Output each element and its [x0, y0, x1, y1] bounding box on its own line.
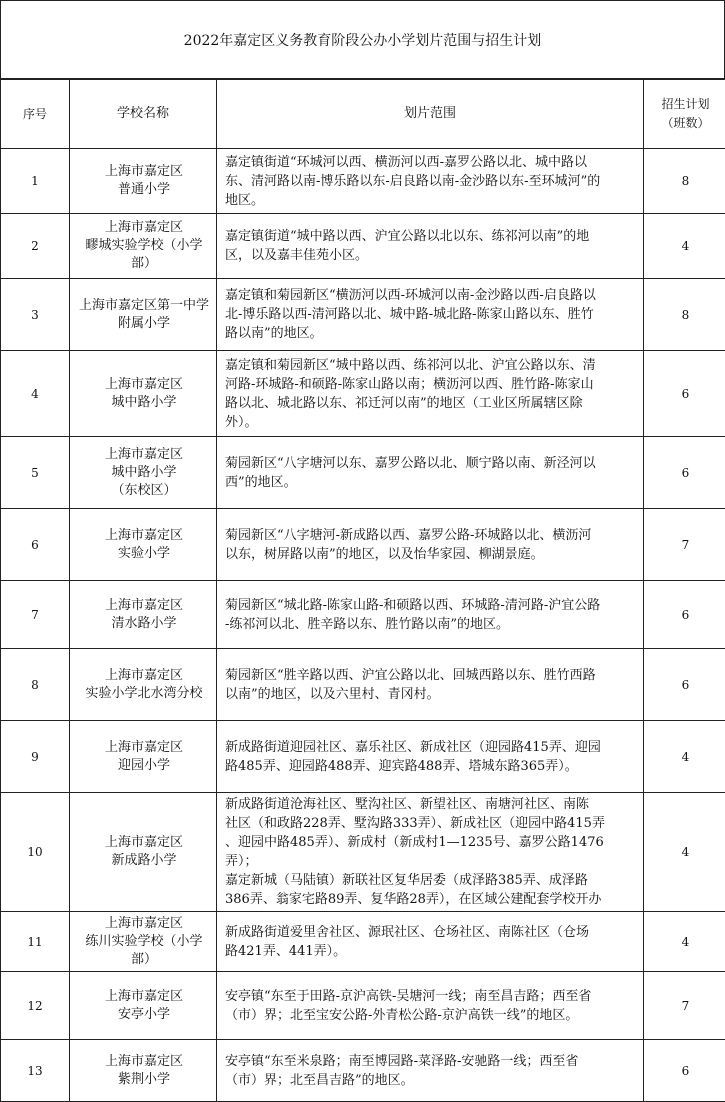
school-name-line: 上海市嘉定区 — [104, 667, 183, 683]
header-number: 序号 — [1, 79, 70, 149]
row-number: 10 — [1, 793, 70, 912]
school-name-cell — [70, 721, 217, 793]
school-name-line: 城中路小学 — [111, 464, 177, 480]
district-range-line: 、迎园中路485弄）、新成村（新成村1—1235号、嘉罗公路1476 — [225, 835, 604, 850]
district-range-line: 社区（和政路228弄、墅沟路333弄）、新成社区（迎园中路415弄 — [225, 816, 605, 831]
district-range-cell — [217, 649, 644, 721]
school-name-line: 部） — [130, 951, 157, 967]
header-enrollment-plan — [644, 79, 725, 149]
district-range-line: 以东，树屏路以南”的地区，以及怡华家园、柳湖景庭。 — [225, 546, 544, 562]
district-range-line: 北-博乐路以西-清河路以北、城中路-城北路-陈家山路以东、胜竹 — [225, 307, 594, 322]
district-range-line: 安亭镇“东至米泉路；南至博园路-菜泽路-安驰路一线；西至省 — [225, 1053, 579, 1069]
district-range-line: 地区。 — [225, 192, 265, 208]
row-number: 8 — [1, 649, 70, 721]
school-name-line: （东校区） — [111, 482, 177, 498]
row-number: 3 — [1, 279, 70, 351]
district-range-line: 嘉定镇和菊园新区“横沥河以西-环城河以南-金沙路以西-启良路以 — [225, 288, 596, 303]
enrollment-plan-cell: 6 — [644, 649, 725, 721]
table-row — [1, 351, 725, 437]
table-row — [1, 972, 725, 1040]
enrollment-plan-cell: 4 — [644, 793, 725, 912]
allocation-table — [0, 78, 725, 1102]
school-name-line: 安亭小学 — [117, 1006, 170, 1022]
school-name-line: 上海市嘉定区 — [104, 376, 183, 392]
school-name-cell — [70, 437, 217, 509]
district-range-line: 386弄、翁家宅路89弄、复华路28弄），在区域公建配套学校开办 — [225, 892, 602, 907]
row-number: 4 — [1, 351, 70, 437]
table-row — [1, 649, 725, 721]
enrollment-plan-cell: 6 — [644, 1040, 725, 1102]
district-range-line: 路421弄、441弄）。 — [225, 943, 347, 959]
district-range-cell — [217, 149, 644, 214]
table-row — [1, 437, 725, 509]
district-range-line: 路以南”的地区。 — [225, 326, 323, 341]
district-range-line: 河路-环城路-和硕路-陈家山路以南；横沥河以西、胜竹路-陈家山 — [225, 376, 594, 392]
school-name-line: 部） — [130, 256, 157, 271]
district-range-line: 嘉定镇街道“城中路以西、沪宜公路以北以东、练祁河以南”的地 — [225, 229, 590, 244]
district-range-line: 东、清河路以南-博乐路以东-启良路以南-金沙路以东-至环城河”的 — [225, 173, 601, 189]
district-range-line: （市）界；北至宝安公路-外青松公路-京沪高铁一线”的地区。 — [225, 1007, 579, 1023]
school-name-line: 疁城实验学校（小学 — [85, 238, 203, 253]
school-name-cell — [70, 649, 217, 721]
school-name-line: 上海市嘉定区 — [104, 835, 183, 850]
enrollment-plan-cell: 8 — [644, 279, 725, 351]
enrollment-plan-cell: 4 — [644, 721, 725, 793]
row-number: 12 — [1, 972, 70, 1040]
district-range-line: 新成路街道迎园社区、嘉乐社区、新成社区（迎园路415弄、迎园 — [225, 739, 601, 755]
district-range-line: 嘉定镇街道“环城河以西、横沥河以西-嘉罗公路以北、城中路以 — [225, 154, 588, 170]
row-number: 11 — [1, 912, 70, 972]
school-name-line: 上海市嘉定区 — [104, 446, 183, 462]
school-name-line: 实验小学 — [117, 545, 170, 561]
district-range-cell — [217, 793, 644, 912]
district-range-cell — [217, 214, 644, 279]
school-name-cell — [70, 581, 217, 649]
school-name-line: 迎园小学 — [117, 757, 170, 773]
district-range-line: 区，以及嘉丰佳苑小区。 — [225, 248, 369, 263]
row-number: 9 — [1, 721, 70, 793]
school-name-cell — [70, 793, 217, 912]
district-range-line: 新成路街道爱里舍社区、源珉社区、仓场社区、南陈社区（仓场 — [225, 924, 590, 940]
header-enrollment-plan-line: 招生计划 — [661, 96, 710, 111]
district-range-cell — [217, 581, 644, 649]
school-name-line: 练川实验学校（小学 — [85, 933, 203, 949]
school-name-line: 实验小学北水湾分校 — [85, 685, 203, 701]
school-name-line: 上海市嘉定区 — [104, 915, 183, 931]
row-number: 5 — [1, 437, 70, 509]
district-range-cell — [217, 721, 644, 793]
district-range-line: 新成路街道沧海社区、墅沟社区、新望社区、南塘河社区、南陈 — [225, 797, 590, 812]
district-range-line: 菊园新区“胜辛路以西、沪宜公路以北、回城西路以东、胜竹西路 — [225, 667, 596, 683]
district-range-line: 安亭镇“东至于田路-京沪高铁-吴塘河一线；南至昌吉路；西至省 — [225, 988, 592, 1004]
school-name-cell — [70, 149, 217, 214]
enrollment-plan-cell: 4 — [644, 912, 725, 972]
school-name-line: 城中路小学 — [111, 394, 177, 410]
header-school-name: 学校名称 — [70, 79, 217, 149]
table-row — [1, 149, 725, 214]
district-range-cell — [217, 437, 644, 509]
table-row — [1, 509, 725, 581]
table-row — [1, 214, 725, 279]
row-number: 7 — [1, 581, 70, 649]
enrollment-plan-cell: 6 — [644, 437, 725, 509]
row-number: 6 — [1, 509, 70, 581]
school-name-cell — [70, 214, 217, 279]
district-range-cell — [217, 509, 644, 581]
enrollment-plan-cell: 4 — [644, 214, 725, 279]
school-name-line: 上海市嘉定区 — [104, 988, 183, 1004]
enrollment-plan-cell: 8 — [644, 149, 725, 214]
district-range-line: 菊园新区“城北路-陈家山路-和硕路以西、环城路-清河路-沪宜公路 — [225, 597, 601, 613]
school-name-line: 紫荆小学 — [117, 1071, 170, 1087]
school-name-cell — [70, 279, 217, 351]
table-header-row — [1, 79, 725, 149]
district-range-line: 西”的地区。 — [225, 474, 297, 490]
table-row — [1, 581, 725, 649]
school-name-line: 上海市嘉定区 — [104, 164, 183, 179]
school-name-cell — [70, 351, 217, 437]
table-row — [1, 793, 725, 912]
school-name-line: 附属小学 — [117, 315, 170, 331]
school-name-line: 上海市嘉定区第一中学 — [78, 297, 209, 313]
district-range-line: 嘉定新城（马陆镇）新联社区复华居委（成泽路385弄、成泽路 — [225, 873, 588, 888]
school-name-line: 普通小学 — [117, 182, 170, 197]
district-range-line: 以南”的地区，以及六里村、青冈村。 — [225, 686, 440, 702]
district-range-line: 菊园新区“八字塘河-新成路以西、嘉罗公路-环城路以北、横沥河 — [225, 527, 592, 543]
school-name-line: 上海市嘉定区 — [104, 220, 183, 235]
table-row — [1, 279, 725, 351]
school-name-line: 上海市嘉定区 — [104, 1053, 183, 1069]
district-range-line: 嘉定镇和菊园新区“城中路以西、练祁河以北、沪宜公路以东、清 — [225, 357, 596, 373]
district-range-line: 菊园新区“八字塘河以东、嘉罗公路以北、顺宁路以南、新泾河以 — [225, 455, 596, 471]
district-range-cell — [217, 279, 644, 351]
school-name-cell — [70, 972, 217, 1040]
row-number: 13 — [1, 1040, 70, 1102]
school-name-line: 上海市嘉定区 — [104, 527, 183, 543]
school-name-cell — [70, 1040, 217, 1102]
header-district-range: 划片范围 — [217, 79, 644, 149]
table-row — [1, 912, 725, 972]
school-name-cell — [70, 912, 217, 972]
district-range-cell — [217, 1040, 644, 1102]
district-range-line: 路485弄、迎园路488弄、迎宾路488弄、塔城东路365弄）。 — [225, 758, 578, 774]
row-number: 2 — [1, 214, 70, 279]
district-range-cell — [217, 912, 644, 972]
document-title: 2022年嘉定区义务教育阶段公办小学划片范围与招生计划 — [0, 0, 725, 80]
school-name-line: 上海市嘉定区 — [104, 597, 183, 613]
district-range-cell — [217, 972, 644, 1040]
school-name-line: 上海市嘉定区 — [104, 739, 183, 755]
district-range-line: 弄）； — [225, 854, 258, 869]
enrollment-plan-cell: 6 — [644, 351, 725, 437]
district-range-cell — [217, 351, 644, 437]
district-range-line: 外）。 — [225, 414, 258, 430]
school-name-cell — [70, 509, 217, 581]
district-range-line: 路以北、城北路以东、祁迁河以南”的地区（工业区所属辖区除 — [225, 395, 583, 411]
table-row — [1, 721, 725, 793]
enrollment-plan-cell: 7 — [644, 509, 725, 581]
enrollment-plan-cell: 6 — [644, 581, 725, 649]
district-range-line: （市）界；北至昌吉路”的地区。 — [225, 1072, 414, 1088]
row-number: 1 — [1, 149, 70, 214]
school-name-line: 新成路小学 — [111, 853, 177, 868]
enrollment-plan-cell: 7 — [644, 972, 725, 1040]
header-enrollment-plan-line: （班数） — [661, 115, 710, 130]
district-range-line: -练祁河以北、胜辛路以东、胜竹路以南”的地区。 — [225, 616, 510, 632]
school-name-line: 清水路小学 — [111, 615, 177, 631]
table-row — [1, 1040, 725, 1102]
